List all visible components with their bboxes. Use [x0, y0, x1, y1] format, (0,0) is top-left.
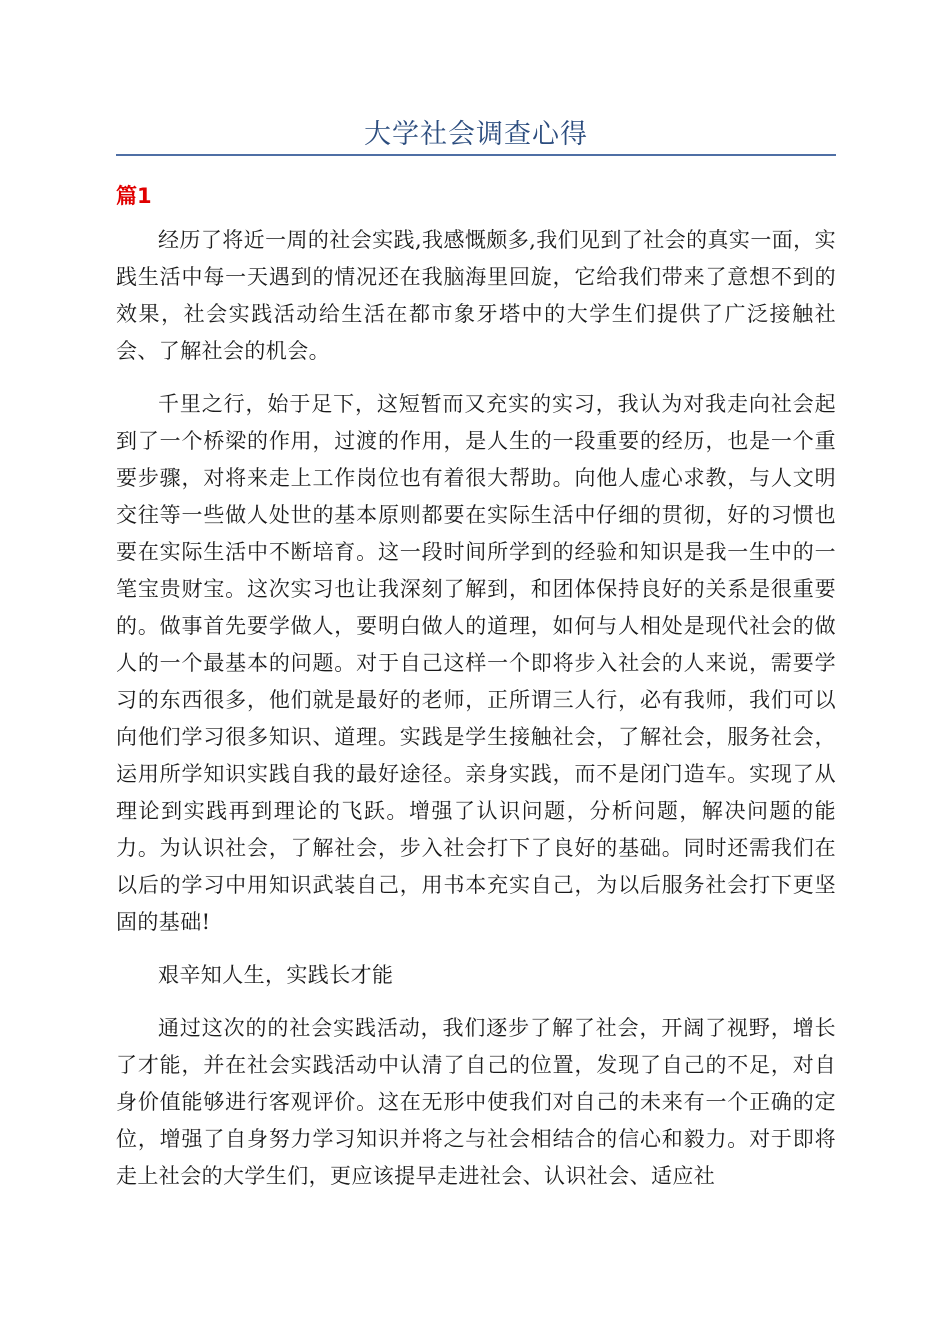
paragraph-2: 千里之行，始于足下，这短暂而又充实的实习，我认为对我走向社会起到了一个桥梁的作用，过渡的作用，是人生的一段重要的经历，也是一个重要步骤，对将来走上工作岗位也有着很大帮助。向他人虚心求教，与人文明交往等一些做人处世的基本原则都要在实际生活中仔细的贯彻，好的习惯也要在实际生活中不断培育。这一段时间所学到的经验和知识是我一生中的一笔宝贵财宝。这次实习也让我深刻了解到，和团体保持良好的关系是很重要的。做事首先要学做人，要明白做人的道理，如何与人相处是现代社会的做人的一个最基本的问题。对于自己这样一个即将步入社会的人来说，需要学习的东西很多，他们就是最好的老师，正所谓三人行，必有我师，我们可以向他们学习很多知识、道理。实践是学生接触社会，了解社会，服务社会，运用所学知识实践自我的最好途径。亲身实践，而不是闭门造车。实现了从理论到实践再到理论的飞跃。增强了认识问题，分析问题，解决问题的能力。为认识社会，了解社会，步入社会打下了良好的基础。同时还需我们在以后的学习中用知识武装自己，用书本充实自己，为以后服务社会打下更坚固的基础!	[116, 392, 836, 934]
document-title: 大学社会调查心得	[364, 119, 588, 150]
document-body	[116, 222, 836, 1211]
paragraph-4: 通过这次的的社会实践活动，我们逐步了解了社会，开阔了视野，增长了才能，并在社会实践活动中认清了自己的位置，发现了自己的不足，对自身价值能够进行客观评价。这在无形中使我们对自己的未来有一个正确的定位，增强了自身努力学习知识并将之与社会相结合的信心和毅力。对于即将走上社会的大学生们，更应该提早走进社会、认识社会、适应社	[116, 1016, 836, 1188]
paragraph-3-subheading: 艰辛知人生，实践长才能	[158, 963, 394, 987]
section-heading: 篇1	[116, 184, 152, 208]
title-divider	[116, 154, 836, 156]
paragraph-1: 经历了将近一周的社会实践,我感慨颇多,我们见到了社会的真实一面，实践生活中每一天遇到的情况还在我脑海里回旋，它给我们带来了意想不到的效果，社会实践活动给生活在都市象牙塔中的大学生们提供了广泛接触社会、了解社会的机会。	[116, 228, 836, 363]
